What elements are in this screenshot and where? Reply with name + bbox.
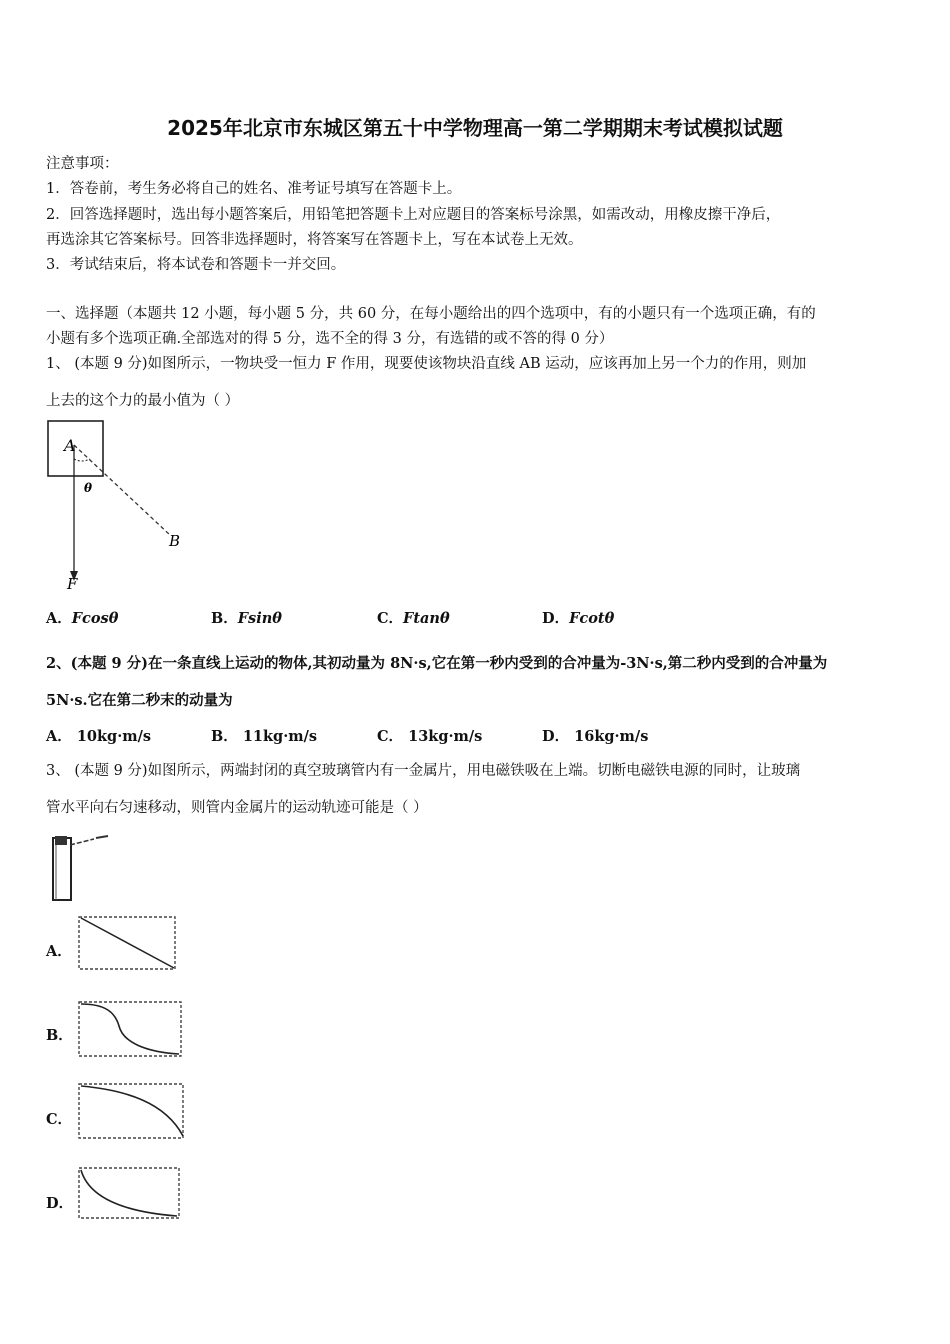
angle-arc — [74, 459, 90, 461]
section-instructions: 一、选择题（本题共 12 小题，每小题 5 分，共 60 分，在每小题给出的四个选项中，有的小题只有一个选项正确，有的 — [46, 306, 816, 322]
tube-frame — [79, 1084, 183, 1138]
option-d[interactable]: D．Fcotθ — [542, 610, 615, 627]
option-a[interactable]: A． 10kg·m/s — [46, 728, 152, 745]
option-d[interactable]: D． 16kg·m/s — [542, 728, 649, 745]
question-3-tube-figure — [46, 832, 116, 904]
question-1-text: 1、 (本题 9 分)如图所示，一物块受一恒力 F 作用，现要使该物块沿直线 AB 运动，应该再加上另一个力的作用，则加 — [46, 356, 807, 372]
question-3-text: 3、 (本题 9 分)如图所示，两端封闭的真空玻璃管内有一金属片，用电磁铁吸在上端。切断电磁铁电源的同时，让玻璃 — [46, 763, 801, 779]
section-instructions: 小题有多个选项正确.全部选对的得 5 分，选不全的得 3 分，有选错的或不答的得 0 分） — [46, 331, 614, 347]
question-3-text: 管水平向右匀速移动，则管内金属片的运动轨迹可能是（ ） — [46, 800, 428, 816]
choice-label-d[interactable]: D． — [46, 1195, 74, 1212]
notice-item: 3．考试结束后，将本试卷和答题卡一并交回。 — [46, 257, 346, 273]
notice-item: 1．答卷前，考生务必将自己的姓名、准考证号填写在答题卡上。 — [46, 181, 462, 197]
question-1-text: 上去的这个力的最小值为（ ） — [46, 393, 240, 409]
option-c[interactable]: C．Ftanθ — [377, 610, 450, 627]
choice-label-c[interactable]: C． — [46, 1111, 73, 1128]
option-a[interactable]: A．Fcosθ — [46, 610, 119, 627]
tube-frame — [79, 1168, 179, 1218]
choice-label-b[interactable]: B． — [46, 1027, 73, 1044]
trajectory-curve — [81, 1170, 177, 1216]
choice-a-figure — [75, 912, 183, 974]
label-b: B — [169, 532, 181, 550]
trajectory-curve — [81, 1086, 183, 1136]
metal-piece — [55, 836, 67, 845]
trajectory-line — [81, 918, 174, 968]
label-f: F — [67, 575, 78, 593]
question-2-text: 2、(本题 9 分)在一条直线上运动的物体,其初动量为 8N·s,它在第一秒内受到的合冲量为-3N·s,第二秒内受到的合冲量为 — [46, 655, 828, 672]
option-b[interactable]: B．Fsinθ — [211, 610, 282, 627]
tube-frame — [79, 1002, 181, 1056]
trajectory-curve — [81, 1004, 179, 1054]
choice-d-figure — [75, 1164, 185, 1224]
notice-item: 2．回答选择题时，选出每小题答案后，用铅笔把答题卡上对应题目的答案标号涂黑，如需改动，用橡皮擦干净后， — [46, 207, 781, 223]
option-c[interactable]: C． 13kg·m/s — [377, 728, 483, 745]
motion-arrow — [70, 839, 94, 845]
option-b[interactable]: B． 11kg·m/s — [211, 728, 318, 745]
page-title: 2025年北京市东城区第五十中学物理高一第二学期期末考试模拟试题 — [167, 116, 783, 140]
choice-label-a[interactable]: A． — [46, 943, 72, 960]
notice-heading: 注意事项： — [46, 156, 119, 172]
question-2-text: 5N·s.它在第二秒末的动量为 — [46, 692, 233, 709]
label-a: A — [64, 436, 76, 455]
question-1-figure — [40, 415, 190, 595]
notice-item: 再选涂其它答案标号。回答非选择题时，将答案写在答题卡上，写在本试卷上无效。 — [46, 232, 583, 248]
choice-b-figure — [75, 998, 187, 1062]
choice-c-figure — [75, 1080, 190, 1144]
label-theta: θ — [84, 481, 93, 495]
